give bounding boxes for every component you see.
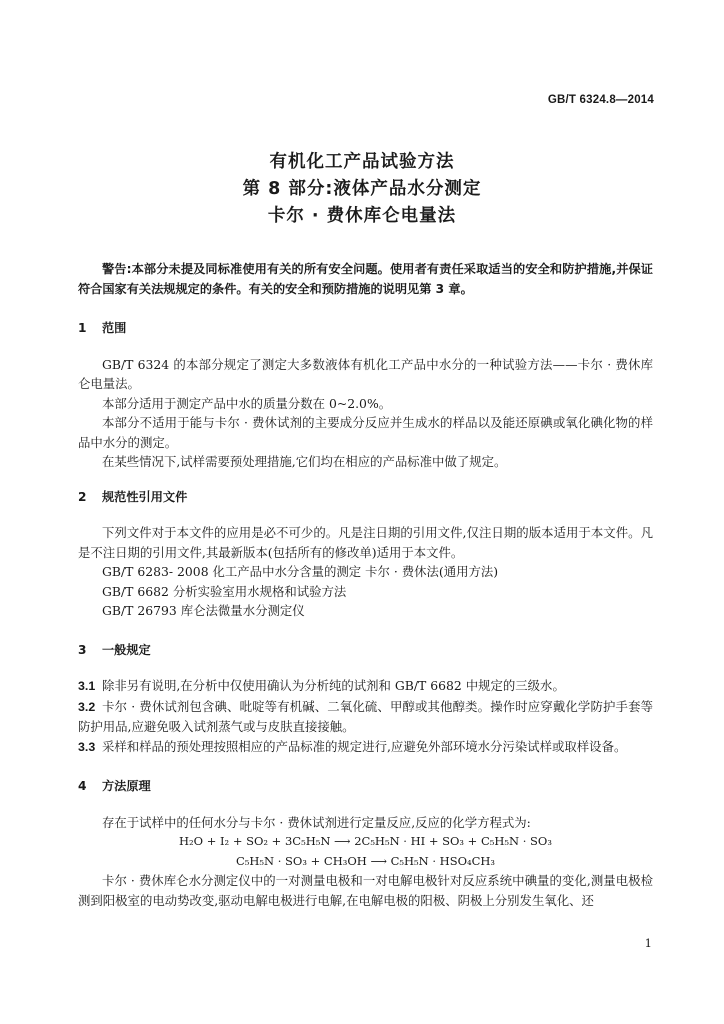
page-number: 1 [644,936,652,950]
title-line-2: 第 8 部分:液体产品水分测定 [242,179,482,199]
section-heading-1 [78,319,653,339]
section-title: 一般规定 [102,642,151,657]
chemical-equation-2: C₅H₅N · SO₃ + CH₃OH ⟶ C₅H₅N · HSO₄CH₃ [235,853,496,868]
section-title: 范围 [102,321,127,335]
paragraph: GB/T 6324 的本部分规定了测定大多数液体有机化工产品中水分的一种试验方法——卡尔 · 费休库仑电量法。 [78,356,653,391]
clause-number: 3.2 [78,699,96,714]
paragraph: 本部分适用于测定产品中水的质量分数在 0~2.0%。 [102,395,392,411]
section-title: 方法原理 [102,779,151,793]
paragraph: 在某些情况下,试样需要预处理措施,它们均在相应的产品标准中做了规定。 [102,454,507,469]
chemical-equation-1: H₂O + I₂ + SO₂ + 3C₅H₅N ⟶ 2C₅H₅N · HI + SO₃ + C₅H₅N · SO₃ [179,834,552,848]
section-heading-4 [78,777,653,797]
document-body [78,260,653,910]
section-heading-2 [78,488,653,508]
clause-text: 卡尔 · 费休试剂包含碘、吡啶等有机碱、二氧化硫、甲醇或其他醇类。操作时应穿戴化学防护手套等防护用品,应避免吸入试剂蒸气或与皮肤直接接触。 [78,698,653,734]
section-number: 4 [78,779,87,793]
paragraph: 卡尔 · 费休库仑水分测定仪中的一对测量电极和一对电解电极针对反应系统中碘量的变化,测量电极检测到阳极室的电动势改变,驱动电解电极进行电解,在电解电极的阳极、阴极上分别发生氧化、还 [78,873,653,908]
title-line-1: 有机化工产品试验方法 [269,152,455,172]
clause-number: 3.3 [78,739,96,754]
section-number: 3 [78,642,87,657]
clause-3-1 [78,676,653,697]
clause-text: 采样和样品的预处理按照相应的产品标准的规定进行,应避免外部环境水分污染试样或取样设备。 [102,738,627,754]
clause-3-2 [78,697,653,737]
document-title [0,149,724,230]
reference-item: GB/T 6682 分析实验室用水规格和试验方法 [102,583,347,599]
reference-item: GB/T 26793 库仑法微量水分测定仪 [102,603,305,618]
paragraph: 存在于试样中的任何水分与卡尔 · 费休试剂进行定量反应,反应的化学方程式为: [102,814,531,830]
standard-code: GB/T 6324.8—2014 [547,94,654,106]
section-number: 1 [78,321,87,335]
reference-item: GB/T 6283- 2008 化工产品中水分含量的测定 卡尔 · 费休法(通用方法) [102,564,499,579]
clause-number: 3.1 [78,679,96,693]
title-line-3: 卡尔 · 费休库仑电量法 [267,206,457,226]
section-number: 2 [78,489,87,504]
clause-3-3 [78,737,653,758]
section-title: 规范性引用文件 [102,489,188,504]
section-heading-3 [78,641,653,661]
paragraph: 本部分不适用于能与卡尔 · 费休试剂的主要成分反应并生成水的样品以及能还原碘或氧化碘化物的样品中水分的测定。 [78,415,653,450]
clause-text: 除非另有说明,在分析中仅使用确认为分析纯的试剂和 GB/T 6682 中规定的三级水。 [102,678,565,693]
paragraph: 下列文件对于本文件的应用是必不可少的。凡是注日期的引用文件,仅注日期的版本适用于本文件。凡是不注日期的引用文件,其最新版本(包括所有的修改单)适用于本文件。 [78,525,653,560]
warning-note: 警告:本部分未提及同标准使用有关的所有安全问题。使用者有责任采取适当的安全和防护措施,并保证符合国家有关法规规定的条件。有关的安全和预防措施的说明见第 3 章。 [78,262,653,296]
